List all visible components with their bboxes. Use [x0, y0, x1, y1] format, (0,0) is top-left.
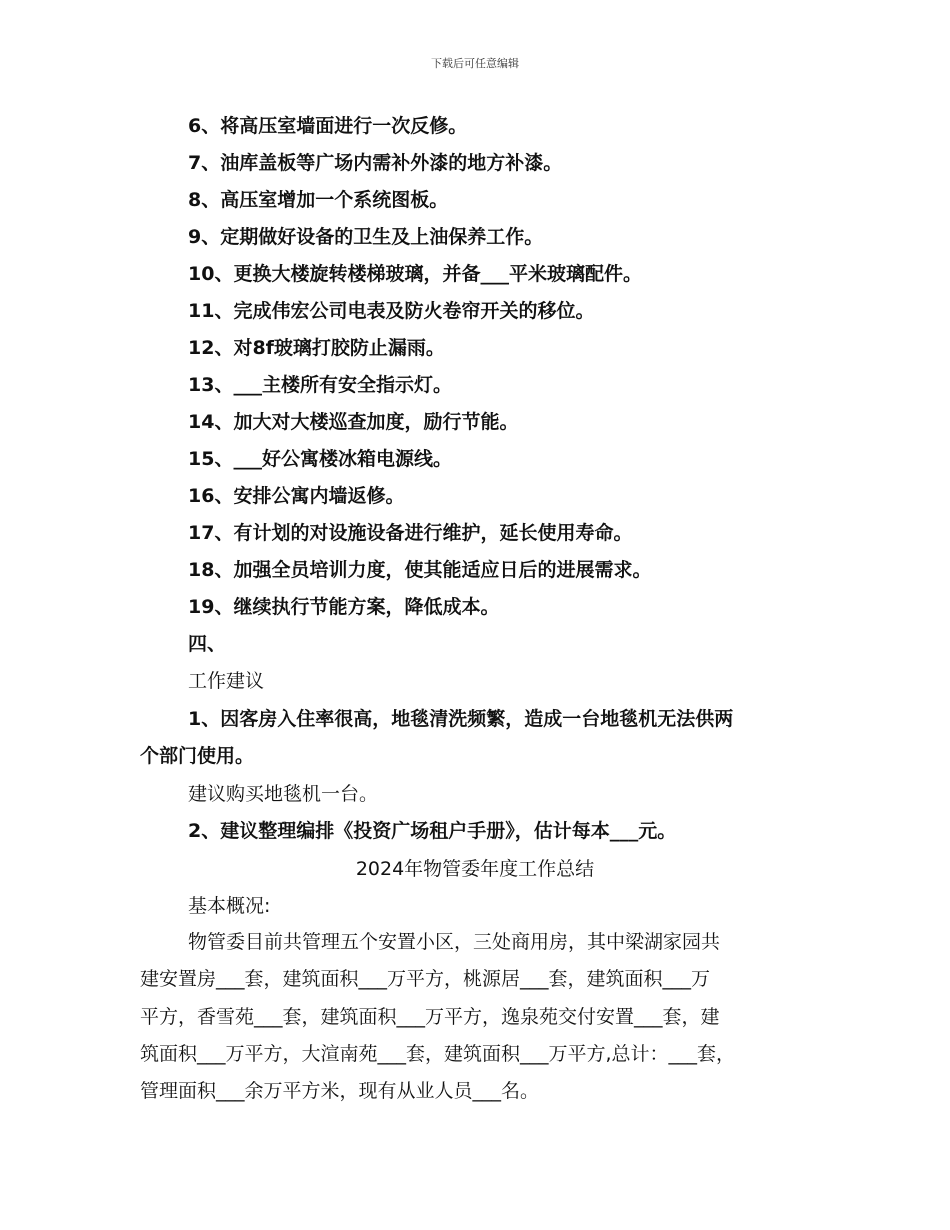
- page-header: 下载后可任意编辑: [431, 57, 519, 70]
- list-item: 18、加强全员培训力度，使其能适应日后的进展需求。: [188, 559, 652, 581]
- paragraph-line: 筑面积___万平方，大渲南苑___套，建筑面积___万平方,总计：___套，: [140, 1043, 736, 1065]
- list-item: 9、定期做好设备的卫生及上油保养工作。: [188, 226, 544, 248]
- section-heading: 工作建议: [188, 670, 265, 692]
- suggestion-item: 2、建议整理编排《投资广场租户手册》，估计每本___元。: [188, 820, 677, 842]
- list-item: 19、继续执行节能方案，降低成本。: [188, 596, 500, 618]
- list-item: 16、安排公寓内墙返修。: [188, 485, 405, 507]
- list-item: 13、___主楼所有安全指示灯。: [188, 374, 452, 396]
- list-item: 12、对8f玻璃打胶防止漏雨。: [188, 337, 445, 359]
- suggestion-item: 1、因客房入住率很高，地毯清洗频繁，造成一台地毯机无法供两: [188, 708, 734, 730]
- list-item: 11、完成伟宏公司电表及防火卷帘开关的移位。: [188, 300, 595, 322]
- section-number: 四、: [188, 633, 227, 655]
- document-title: 2024年物管委年度工作总结: [355, 858, 595, 880]
- list-item: 8、高压室增加一个系统图板。: [188, 189, 449, 211]
- paragraph-line: 平方，香雪苑___套，建筑面积___万平方，逸泉苑交付安置___套，建: [140, 1006, 720, 1028]
- paragraph-line: 物管委目前共管理五个安置小区，三处商用房，其中梁湖家园共: [188, 931, 721, 953]
- list-item: 6、将高压室墙面进行一次反修。: [188, 115, 468, 137]
- overview-heading: 基本概况:: [188, 895, 271, 917]
- paragraph-line: 建安置房___套，建筑面积___万平方，桃源居___套，建筑面积___万: [140, 968, 711, 990]
- paragraph-line: 管理面积___余万平方米，现有从业人员___名。: [140, 1080, 540, 1102]
- list-item: 14、加大对大楼巡查加度，励行节能。: [188, 411, 519, 433]
- list-item: 10、更换大楼旋转楼梯玻璃，并备___平米玻璃配件。: [188, 263, 642, 285]
- suggestion-advice: 建议购买地毯机一台。: [188, 783, 379, 805]
- list-item: 7、油库盖板等广场内需补外漆的地方补漆。: [188, 152, 563, 174]
- list-item: 15、___好公寓楼冰箱电源线。: [188, 448, 452, 470]
- list-item: 17、有计划的对设施设备进行维护，延长使用寿命。: [188, 522, 633, 544]
- suggestion-item-continued: 个部门使用。: [140, 745, 255, 767]
